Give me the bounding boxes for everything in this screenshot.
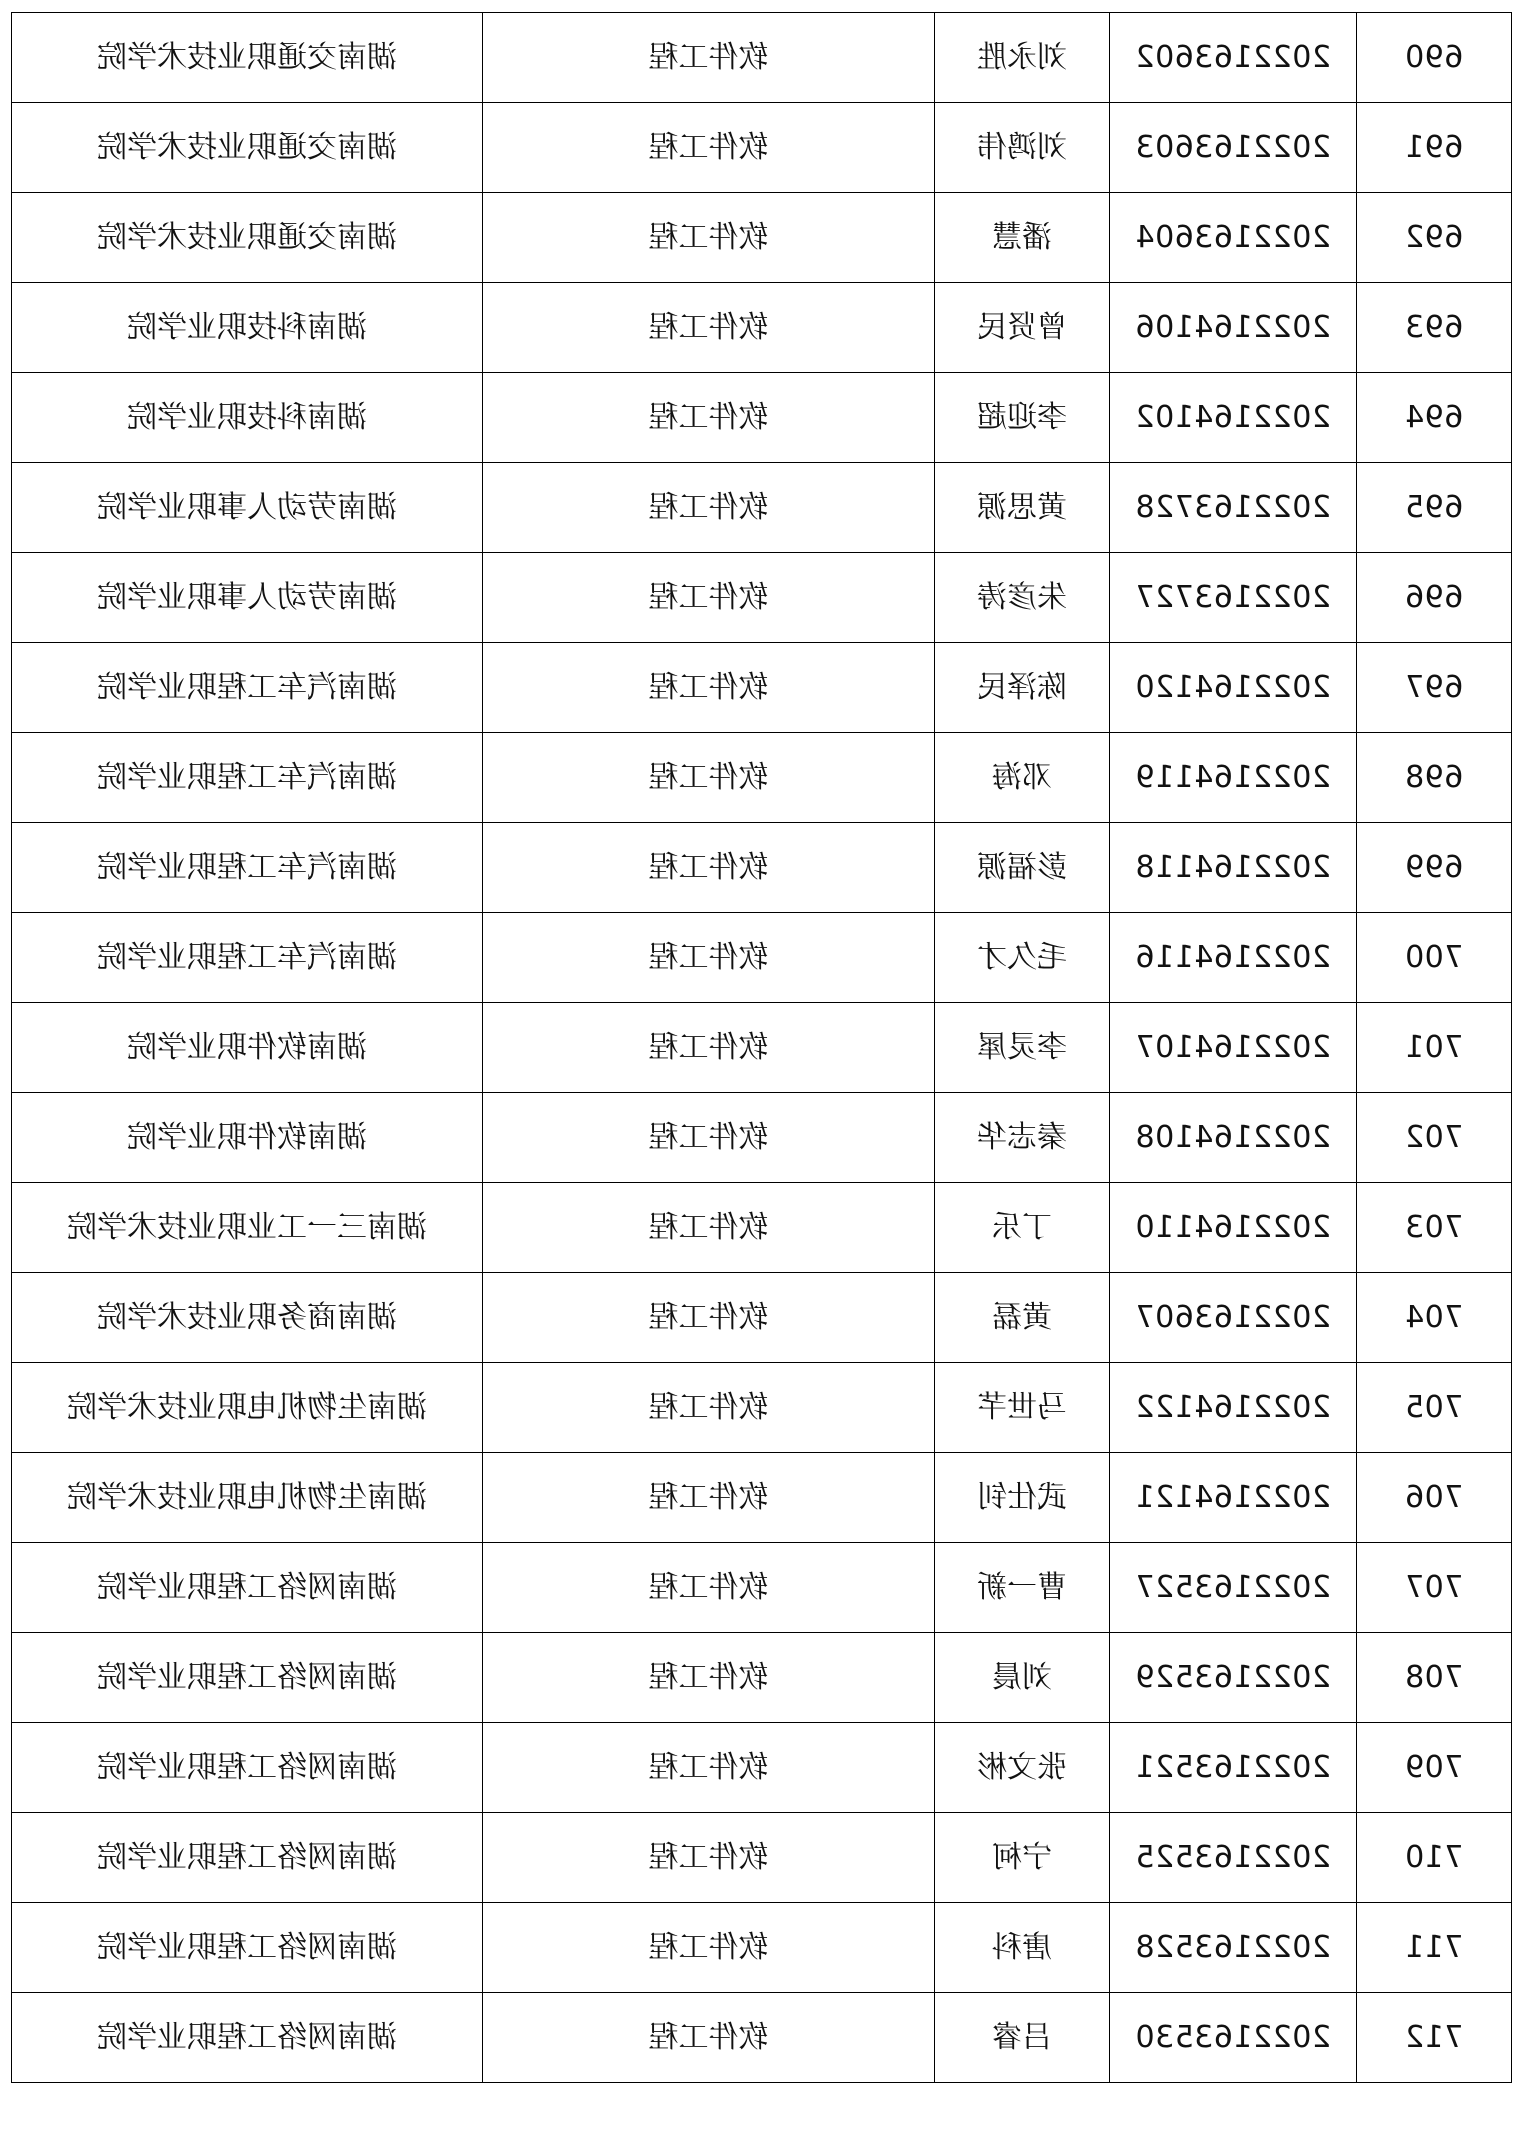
table-row xyxy=(12,913,1512,1003)
school-cell: 湖南汽车工程职业学院 xyxy=(12,643,483,733)
student-id-cell: 2022163521 xyxy=(1110,1723,1357,1813)
student-name-cell: 刘永胜 xyxy=(935,13,1110,103)
student-name-cell: 吕睿 xyxy=(935,1993,1110,2083)
school-cell: 湖南网络工程职业学院 xyxy=(12,1543,483,1633)
student-id-cell: 2022164108 xyxy=(1110,1093,1357,1183)
major-cell: 软件工程 xyxy=(483,1633,935,1723)
student-id-cell: 2022163604 xyxy=(1110,193,1357,283)
student-name-cell: 曾贤民 xyxy=(935,283,1110,373)
student-name-cell: 刘鸿伟 xyxy=(935,103,1110,193)
table-row xyxy=(12,1723,1512,1813)
school-cell: 湖南劳动人事职业学院 xyxy=(12,553,483,643)
major-cell: 软件工程 xyxy=(483,1543,935,1633)
table-row xyxy=(12,103,1512,193)
table-row xyxy=(12,1633,1512,1723)
major-cell: 软件工程 xyxy=(483,1453,935,1543)
roster-table-body xyxy=(12,13,1512,2083)
school-cell: 湖南网络工程职业学院 xyxy=(12,1993,483,2083)
table-row xyxy=(12,283,1512,373)
student-id-cell: 2022163529 xyxy=(1110,1633,1357,1723)
major-cell: 软件工程 xyxy=(483,733,935,823)
student-name-cell: 陈泽民 xyxy=(935,643,1110,733)
student-id-cell: 2022164118 xyxy=(1110,823,1357,913)
school-cell: 湖南科技职业学院 xyxy=(12,373,483,463)
student-id-cell: 2022164122 xyxy=(1110,1363,1357,1453)
student-id-cell: 2022163525 xyxy=(1110,1813,1357,1903)
major-cell: 软件工程 xyxy=(483,913,935,1003)
seq-cell: 695 xyxy=(1357,463,1512,553)
major-cell: 软件工程 xyxy=(483,1273,935,1363)
school-cell: 湖南科技职业学院 xyxy=(12,283,483,373)
seq-cell: 706 xyxy=(1357,1453,1512,1543)
seq-cell: 699 xyxy=(1357,823,1512,913)
table-row xyxy=(12,733,1512,823)
seq-cell: 701 xyxy=(1357,1003,1512,1093)
seq-cell: 703 xyxy=(1357,1183,1512,1273)
student-name-cell: 刘晨 xyxy=(935,1633,1110,1723)
seq-cell: 692 xyxy=(1357,193,1512,283)
student-name-cell: 彭福源 xyxy=(935,823,1110,913)
school-cell: 湖南生物机电职业技术学院 xyxy=(12,1453,483,1543)
seq-cell: 693 xyxy=(1357,283,1512,373)
seq-cell: 704 xyxy=(1357,1273,1512,1363)
student-id-cell: 2022163728 xyxy=(1110,463,1357,553)
student-id-cell: 2022163727 xyxy=(1110,553,1357,643)
school-cell: 湖南汽车工程职业学院 xyxy=(12,823,483,913)
student-id-cell: 2022163530 xyxy=(1110,1993,1357,2083)
table-row xyxy=(12,553,1512,643)
table-row xyxy=(12,1903,1512,1993)
school-cell: 湖南劳动人事职业学院 xyxy=(12,463,483,553)
table-row xyxy=(12,193,1512,283)
school-cell: 湖南生物机电职业技术学院 xyxy=(12,1363,483,1453)
table-row xyxy=(12,1543,1512,1633)
major-cell: 软件工程 xyxy=(483,463,935,553)
seq-cell: 705 xyxy=(1357,1363,1512,1453)
seq-cell: 710 xyxy=(1357,1813,1512,1903)
student-name-cell: 宁柯 xyxy=(935,1813,1110,1903)
student-name-cell: 马世芊 xyxy=(935,1363,1110,1453)
table-row xyxy=(12,823,1512,913)
seq-cell: 712 xyxy=(1357,1993,1512,2083)
major-cell: 软件工程 xyxy=(483,1903,935,1993)
seq-cell: 690 xyxy=(1357,13,1512,103)
school-cell: 湖南商务职业技术学院 xyxy=(12,1273,483,1363)
student-id-cell: 2022163607 xyxy=(1110,1273,1357,1363)
school-cell: 湖南软件职业学院 xyxy=(12,1003,483,1093)
roster-table-container xyxy=(12,12,1512,2083)
major-cell: 软件工程 xyxy=(483,823,935,913)
school-cell: 湖南软件职业学院 xyxy=(12,1093,483,1183)
student-id-cell: 2022164116 xyxy=(1110,913,1357,1003)
student-name-cell: 曹一新 xyxy=(935,1543,1110,1633)
student-id-cell: 2022164120 xyxy=(1110,643,1357,733)
student-name-cell: 黄磊 xyxy=(935,1273,1110,1363)
major-cell: 软件工程 xyxy=(483,1993,935,2083)
seq-cell: 694 xyxy=(1357,373,1512,463)
table-row xyxy=(12,1993,1512,2083)
student-id-cell: 2022164110 xyxy=(1110,1183,1357,1273)
table-row xyxy=(12,1183,1512,1273)
student-id-cell: 2022164119 xyxy=(1110,733,1357,823)
table-row xyxy=(12,1093,1512,1183)
school-cell: 湖南网络工程职业学院 xyxy=(12,1633,483,1723)
table-row xyxy=(12,1273,1512,1363)
major-cell: 软件工程 xyxy=(483,1183,935,1273)
student-name-cell: 秦志华 xyxy=(935,1093,1110,1183)
student-name-cell: 丁乐 xyxy=(935,1183,1110,1273)
school-cell: 湖南网络工程职业学院 xyxy=(12,1903,483,1993)
major-cell: 软件工程 xyxy=(483,1003,935,1093)
student-id-cell: 2022164102 xyxy=(1110,373,1357,463)
major-cell: 软件工程 xyxy=(483,193,935,283)
student-name-cell: 李灵犀 xyxy=(935,1003,1110,1093)
major-cell: 软件工程 xyxy=(483,1363,935,1453)
major-cell: 软件工程 xyxy=(483,553,935,643)
school-cell: 湖南三一工业职业技术学院 xyxy=(12,1183,483,1273)
table-row xyxy=(12,643,1512,733)
student-id-cell: 2022164106 xyxy=(1110,283,1357,373)
seq-cell: 711 xyxy=(1357,1903,1512,1993)
student-name-cell: 张文彬 xyxy=(935,1723,1110,1813)
roster-table xyxy=(11,12,1512,2083)
school-cell: 湖南交通职业技术学院 xyxy=(12,193,483,283)
table-row xyxy=(12,463,1512,553)
seq-cell: 691 xyxy=(1357,103,1512,193)
seq-cell: 696 xyxy=(1357,553,1512,643)
student-id-cell: 2022163528 xyxy=(1110,1903,1357,1993)
student-name-cell: 武仕钊 xyxy=(935,1453,1110,1543)
table-row xyxy=(12,1363,1512,1453)
seq-cell: 709 xyxy=(1357,1723,1512,1813)
seq-cell: 702 xyxy=(1357,1093,1512,1183)
seq-cell: 707 xyxy=(1357,1543,1512,1633)
school-cell: 湖南交通职业技术学院 xyxy=(12,13,483,103)
school-cell: 湖南网络工程职业学院 xyxy=(12,1813,483,1903)
major-cell: 软件工程 xyxy=(483,373,935,463)
student-id-cell: 2022164121 xyxy=(1110,1453,1357,1543)
student-id-cell: 2022164107 xyxy=(1110,1003,1357,1093)
student-name-cell: 李迎超 xyxy=(935,373,1110,463)
major-cell: 软件工程 xyxy=(483,283,935,373)
student-id-cell: 2022163603 xyxy=(1110,103,1357,193)
school-cell: 湖南交通职业技术学院 xyxy=(12,103,483,193)
student-name-cell: 邓海 xyxy=(935,733,1110,823)
student-name-cell: 潘慧 xyxy=(935,193,1110,283)
school-cell: 湖南网络工程职业学院 xyxy=(12,1723,483,1813)
seq-cell: 698 xyxy=(1357,733,1512,823)
student-name-cell: 朱彦涛 xyxy=(935,553,1110,643)
seq-cell: 697 xyxy=(1357,643,1512,733)
student-name-cell: 毛久才 xyxy=(935,913,1110,1003)
table-row xyxy=(12,1003,1512,1093)
seq-cell: 700 xyxy=(1357,913,1512,1003)
table-row xyxy=(12,1453,1512,1543)
major-cell: 软件工程 xyxy=(483,13,935,103)
table-row xyxy=(12,13,1512,103)
table-row xyxy=(12,373,1512,463)
major-cell: 软件工程 xyxy=(483,1093,935,1183)
student-id-cell: 2022163527 xyxy=(1110,1543,1357,1633)
major-cell: 软件工程 xyxy=(483,1723,935,1813)
student-id-cell: 2022163602 xyxy=(1110,13,1357,103)
major-cell: 软件工程 xyxy=(483,1813,935,1903)
school-cell: 湖南汽车工程职业学院 xyxy=(12,913,483,1003)
student-name-cell: 唐科 xyxy=(935,1903,1110,1993)
school-cell: 湖南汽车工程职业学院 xyxy=(12,733,483,823)
seq-cell: 708 xyxy=(1357,1633,1512,1723)
student-name-cell: 黄思源 xyxy=(935,463,1110,553)
major-cell: 软件工程 xyxy=(483,643,935,733)
major-cell: 软件工程 xyxy=(483,103,935,193)
table-row xyxy=(12,1813,1512,1903)
